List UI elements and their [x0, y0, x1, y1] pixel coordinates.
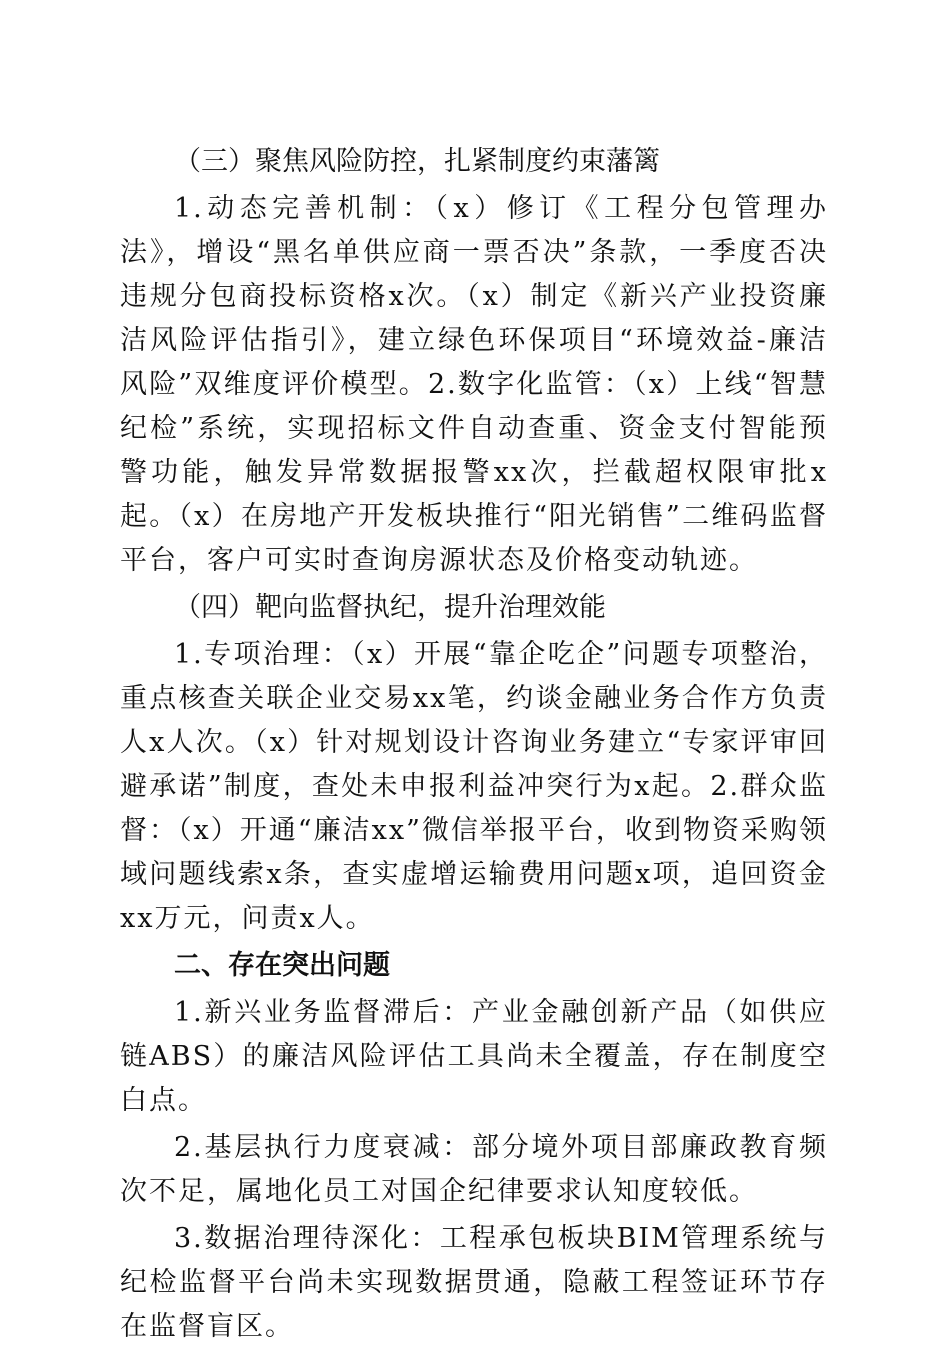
section-3-heading: （三）聚焦风险防控，扎紧制度约束藩篱 — [174, 146, 660, 177]
part-2-heading: 二、存在突出问题 — [174, 950, 390, 981]
problem-item-1: 1.新兴业务监督滞后：产业金融创新产品（如供应链ABS）的廉洁风险评估工具尚未全覆盖，存在制度空白点。 — [120, 997, 828, 1116]
section-3-paragraph: 1.动态完善机制：（x）修订《工程分包管理办法》，增设“黑名单供应商一票否决”条款，一季度否决违规分包商投标资格x次。（x）制定《新兴产业投资廉洁风险评估指引》，建立绿色环保项目“环境效益-廉洁风险”双维度评价模型。2.数字化监管：（x）上线“智慧纪检”系统，实现招标文件自动查重、资金支付智能预警功能，触发异常数据报警xx次，拦截超权限审批x起。（x）在房地产开发板块推行“阳光销售”二维码监督平台，客户可实时查询房源状态及价格变动轨迹。 — [120, 193, 828, 576]
document-body — [120, 140, 828, 1352]
problem-item-3: 3.数据治理待深化：工程承包板块BIM管理系统与纪检监督平台尚未实现数据贯通，隐蔽工程签证环节存在监督盲区。 — [120, 1223, 828, 1342]
section-4-heading: （四）靶向监督执纪，提升治理效能 — [174, 592, 606, 623]
section-4-paragraph: 1.专项治理：（x）开展“靠企吃企”问题专项整治，重点核查关联企业交易xx笔，约谈金融业务合作方负责人x人次。（x）针对规划设计咨询业务建立“专家评审回避承诺”制度，查处未申报利益冲突行为x起。2.群众监督：（x）开通“廉洁xx”微信举报平台，收到物资采购领域问题线索x条，查实虚增运输费用问题x项，追回资金xx万元，问责x人。 — [120, 639, 828, 934]
problem-item-2: 2.基层执行力度衰减：部分境外项目部廉政教育频次不足，属地化员工对国企纪律要求认知度较低。 — [120, 1132, 828, 1207]
